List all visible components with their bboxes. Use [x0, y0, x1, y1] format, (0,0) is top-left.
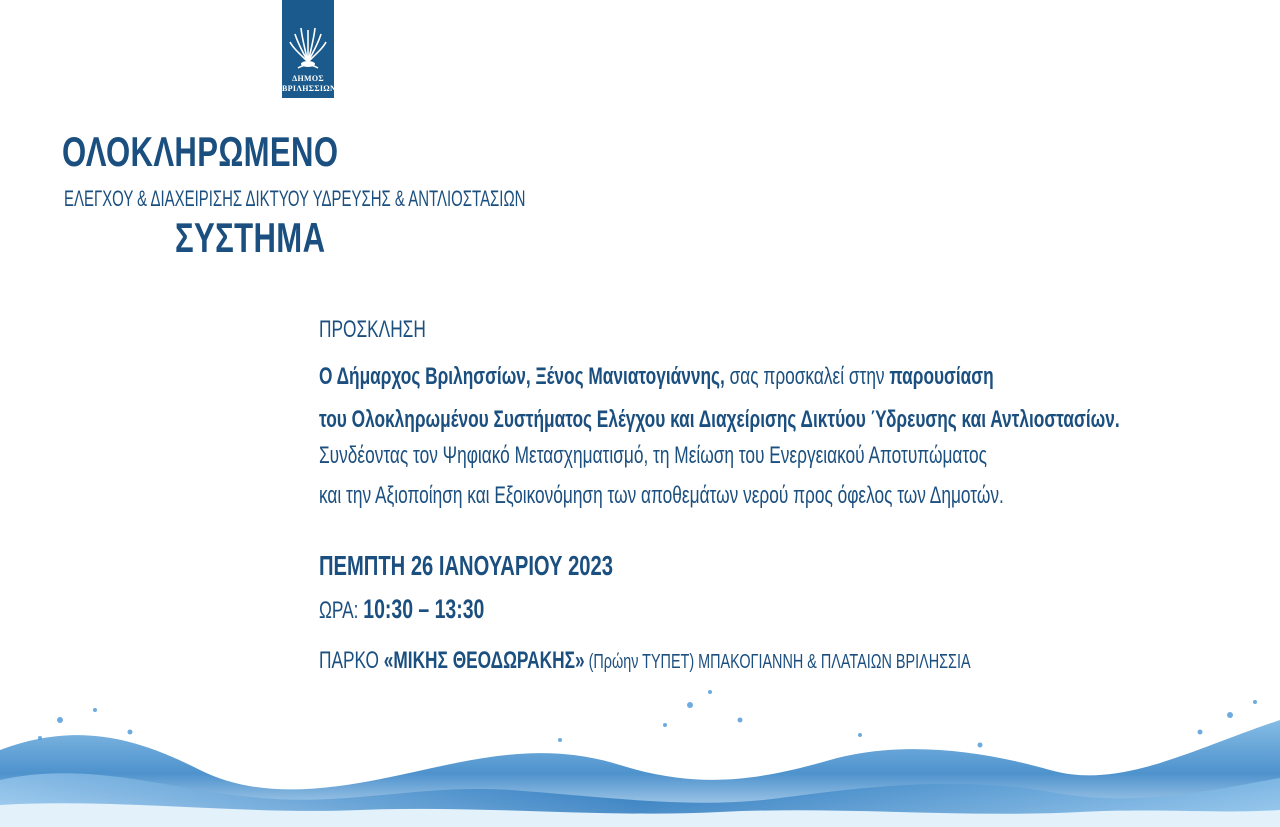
- place-name: «ΜΙΚΗΣ ΘΕΟΔΩΡΑΚΗΣ»: [383, 647, 585, 674]
- mayor-name: Ο Δήμαρχος Βριλησσίων, Ξένος Μανιατογιάννης,: [319, 363, 725, 390]
- title-bottom: ΣΥΣΤΗΜΑ: [175, 214, 326, 261]
- event-date: ΠΕΜΠΤΗ 26 ΙΑΝΟΥΑΡΙΟΥ 2023: [319, 550, 613, 581]
- place-address: ΜΠΑΚΟΓΙΑΝΝΗ & ΠΛΑΤΑΙΩΝ ΒΡΙΛΗΣΣΙΑ: [698, 651, 971, 673]
- invitation-line-4: και την Αξιοποίηση και Εξοικονόμηση των αποθεμάτων νερού προς όφελος των Δημοτών.: [319, 482, 1004, 509]
- time-value: 10:30 – 13:30: [363, 594, 485, 624]
- invitation-line-3: Συνδέοντας τον Ψηφιακό Μετασχηματισμό, τη Μείωση του Ενεργειακού Αποτυπώματος: [319, 442, 987, 469]
- invitation-line-1: [319, 363, 994, 391]
- event-time: [319, 594, 484, 625]
- time-label: ΩΡΑ:: [319, 597, 364, 624]
- place-prefix: ΠΑΡΚΟ: [319, 647, 384, 674]
- water-splash-graphic: [0, 680, 1280, 827]
- event-place: [319, 647, 971, 675]
- logo-line-1: ΔΗΜΟΣ: [292, 74, 324, 83]
- municipality-logo: [282, 0, 337, 98]
- palmette-emblem-icon: [288, 22, 328, 70]
- title-subtitle: ΕΛΕΓΧΟΥ & ΔΙΑΧΕΙΡΙΣΗΣ ΔΙΚΤΥΟΥ ΥΔΡΕΥΣΗΣ & ΑΝΤΛΙΟΣΤΑΣΙΩΝ: [64, 186, 526, 211]
- title-top: ΟΛΟΚΛΗΡΩΜΕΝΟ: [62, 128, 339, 175]
- invite-phrase: σας προσκαλεί στην: [724, 363, 890, 390]
- invitation-label: ΠΡΟΣΚΛΗΣΗ: [319, 316, 426, 343]
- logo-line-2: ΒΡΙΛΗΣΣΙΩΝ: [282, 84, 337, 93]
- presentation-word: παρουσίαση: [889, 363, 994, 390]
- place-note: (Πρώην ΤΥΠΕΤ): [584, 651, 699, 673]
- invitation-line-2: του Ολοκληρωμένου Συστήματος Ελέγχου και Διαχείρισης Δικτύου Ύδρευσης και Αντλιοστασίων.: [319, 406, 1120, 433]
